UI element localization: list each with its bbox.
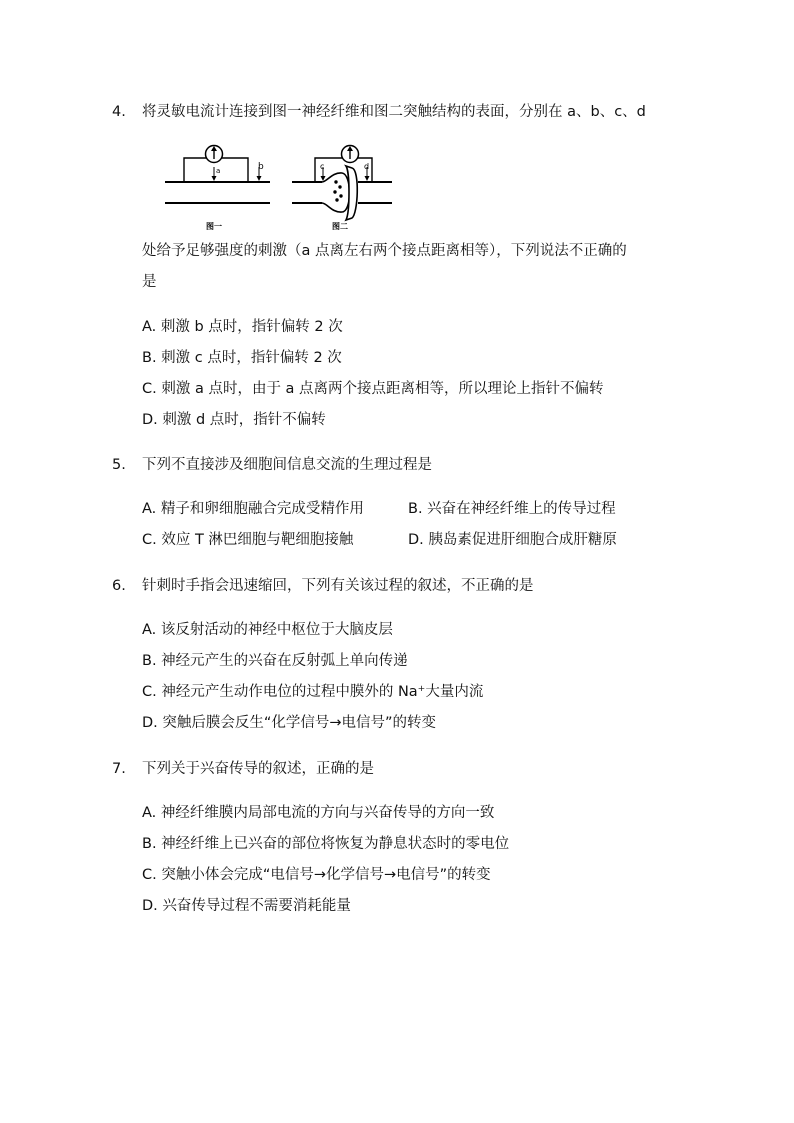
q5-stem: 下列不直接涉及细胞间信息交流的生理过程是 [142, 457, 432, 473]
q4-stem-line1: 将灵敏电流计连接到图一神经纤维和图二突触结构的表面，分别在 a、b、c、d [142, 104, 646, 120]
q6-option-c[interactable]: C. 神经元产生动作电位的过程中膜外的 Na⁺大量内流 [142, 684, 484, 700]
q6-option-d[interactable]: D. 突触后膜会反生“化学信号→电信号”的转变 [142, 715, 437, 731]
q7-stem: 下列关于兴奋传导的叙述，正确的是 [142, 761, 374, 777]
q5-option-d[interactable]: D. 胰岛素促进肝细胞合成肝糖原 [408, 532, 617, 548]
q7-option-b[interactable]: B. 神经纤维上已兴奋的部位将恢复为静息状态时的零电位 [142, 836, 510, 852]
q6-option-a[interactable]: A. 该反射活动的神经中枢位于大脑皮层 [142, 622, 393, 638]
q6-stem: 针刺时手指会迅速缩回，下列有关该过程的叙述，不正确的是 [142, 578, 534, 594]
q6-option-b[interactable]: B. 神经元产生的兴奋在反射弧上单向传递 [142, 653, 408, 669]
q4-figure [160, 142, 400, 234]
q4-option-c[interactable]: C. 刺激 a 点时，由于 a 点离两个接点距离相等，所以理论上指针不偏转 [142, 381, 604, 397]
q7-option-a[interactable]: A. 神经纤维膜内局部电流的方向与兴奋传导的方向一致 [142, 805, 495, 821]
q4-option-d[interactable]: D. 刺激 d 点时，指针不偏转 [142, 412, 326, 428]
q5-option-a[interactable]: A. 精子和卵细胞融合完成受精作用 [142, 501, 364, 517]
label-b: b [258, 162, 264, 172]
q4-number: 4. [112, 104, 126, 120]
q4-option-b[interactable]: B. 刺激 c 点时，指针偏转 2 次 [142, 350, 342, 366]
label-d: d [364, 162, 370, 171]
caption-figure1: 图一 [206, 222, 222, 231]
figure2-synapse [292, 146, 392, 232]
q7-option-c[interactable]: C. 突触小体会完成“电信号→化学信号→电信号”的转变 [142, 867, 491, 883]
q7-number: 7. [112, 761, 126, 777]
label-a: a [216, 167, 221, 175]
q7-option-d[interactable]: D. 兴奋传导过程不需要消耗能量 [142, 898, 351, 914]
q5-number: 5. [112, 457, 126, 473]
q5-option-c[interactable]: C. 效应 T 淋巴细胞与靶细胞接触 [142, 532, 354, 548]
q5-option-b[interactable]: B. 兴奋在神经纤维上的传导过程 [408, 501, 616, 517]
q6-number: 6. [112, 578, 126, 594]
label-c: c [320, 162, 325, 171]
caption-figure2: 图二 [332, 222, 348, 231]
q4-stem-line2: 处给予足够强度的刺激（a 点离左右两个接点距离相等），下列说法不正确的 [142, 243, 627, 259]
q4-option-a[interactable]: A. 刺激 b 点时，指针偏转 2 次 [142, 319, 343, 335]
figure1-nerve-fiber [165, 146, 270, 232]
q4-stem-line3: 是 [142, 274, 157, 290]
